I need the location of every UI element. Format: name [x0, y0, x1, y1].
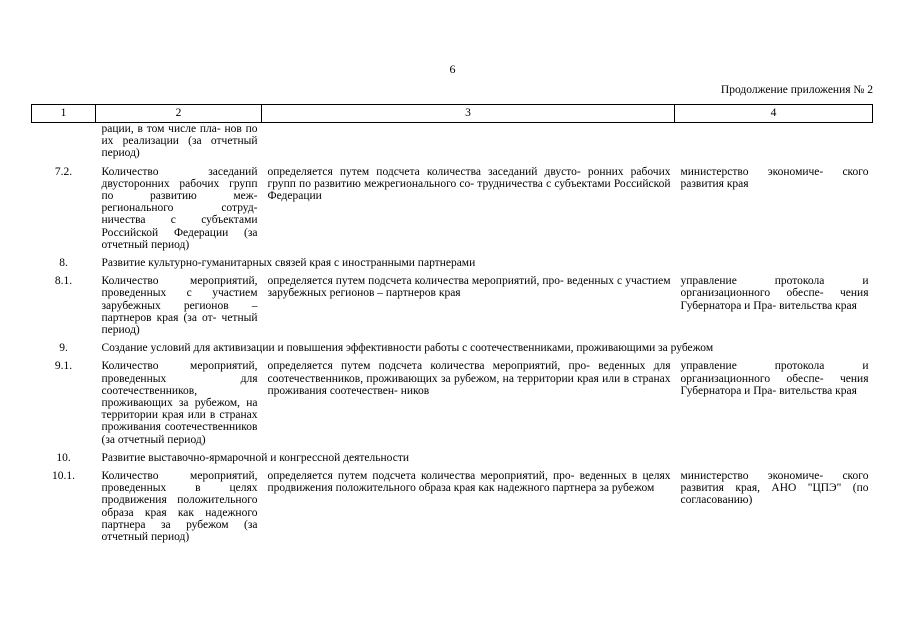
indicator-name: Количество мероприятий, проведенных с участием зарубежных регионов – партнеров края (за от- четный период) — [101, 275, 258, 337]
table-row — [32, 269, 873, 336]
row-number: 9.1. — [54, 360, 73, 373]
row-number: 10. — [56, 451, 71, 464]
header-row — [32, 105, 873, 123]
row-number: 8. — [59, 257, 68, 270]
calculation-method: определяется путем подсчета количества мероприятий, про- веденных в целях продвижения положительного образа края как надежного партнера за рубежом — [267, 470, 671, 495]
header-col-2: 2 — [96, 105, 262, 123]
section-row — [32, 446, 873, 464]
row-number: 8.1. — [54, 275, 73, 288]
page-number: 6 — [449, 62, 456, 76]
indicators-table — [31, 104, 873, 543]
continuation-note: Продолжение приложения № 2 — [720, 84, 873, 96]
section-title: Развитие выставочно-ярмарочной и конгрессной деятельности — [101, 451, 409, 464]
header-col-3: 3 — [262, 105, 675, 123]
responsible-body: министерство экономиче- ского развития края — [680, 165, 869, 190]
indicator-name: Количество мероприятий, проведенных для соотечественников, проживающих за рубежом, на территории края или в странах проживания соотечественников (за отчетный период) — [101, 360, 258, 446]
section-row — [32, 336, 873, 354]
section-title: Развитие культурно-гуманитарных связей края с иностранными партнерами — [101, 257, 476, 270]
responsible-body: управление протокола и организационного обеспе- чения Губернатора и Пра- вительства края — [680, 275, 869, 312]
indicator-name: Количество мероприятий, проведенных в целях продвижения положительного образа края как надежного партнера за рубежом (за отчетный период) — [101, 470, 258, 544]
table-row — [32, 123, 873, 160]
responsible-body: министерство экономиче- ского развития края, АНО "ЦПЭ" (по согласованию) — [680, 470, 869, 507]
indicator-name: рации, в том числе пла- нов по их реализации (за отчетный период) — [101, 123, 258, 160]
responsible-body: управление протокола и организационного обеспе- чения Губернатора и Пра- вительства края — [680, 360, 869, 397]
table-row — [32, 354, 873, 445]
calculation-method: определяется путем подсчета количества заседаний двусто- ронних рабочих групп по развитию межрегионального со- трудничества с субъектами Российской Федерации — [267, 165, 671, 203]
table-row — [32, 160, 873, 251]
row-number: 7.2. — [54, 165, 73, 178]
row-number: 9. — [59, 342, 68, 355]
row-number: 10.1. — [52, 470, 75, 483]
section-title: Создание условий для активизации и повышения эффективности работы с соотечественниками, проживающими за рубежом — [101, 342, 714, 355]
section-row — [32, 251, 873, 269]
table-row — [32, 464, 873, 543]
calculation-method: определяется путем подсчета количества мероприятий, про- веденных для соотечественников, проживающих за рубежом, на территории края или в странах проживания соотечествен- ников — [267, 360, 671, 397]
header-col-1: 1 — [32, 105, 96, 123]
calculation-method: определяется путем подсчета количества мероприятий, про- веденных с участием зарубежных регионов – партнеров края — [267, 275, 671, 300]
indicator-name: Количество заседаний двусторонних рабочих групп по развитию меж- регионального сотруд- ничества с субъектами Российской Федерации (за отчетный период) — [101, 165, 258, 251]
header-col-4: 4 — [675, 105, 873, 123]
